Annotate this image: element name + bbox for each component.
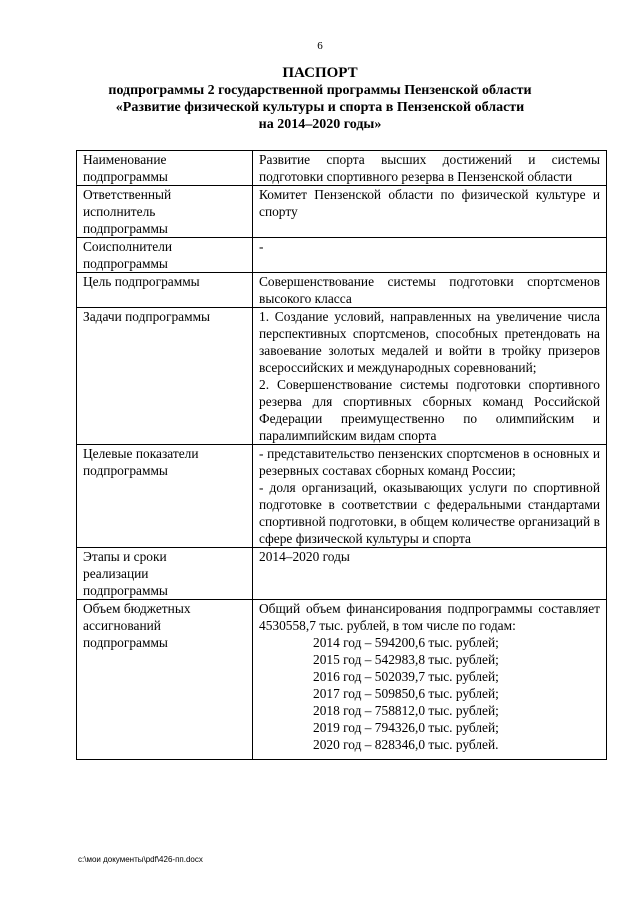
row-value-paragraph: Развитие спорта высших достижений и системы подготовки спортивного резерва в Пензенской области — [259, 152, 600, 184]
budget-label-cell — [77, 600, 253, 760]
row-label-line: Этапы и сроки — [83, 549, 167, 564]
row-label-line: Соисполнители — [83, 239, 173, 254]
passport-table — [76, 150, 607, 760]
budget-value-cell — [253, 600, 607, 760]
row-label-cell — [77, 308, 253, 445]
budget-year-line: 2014 год – 594200,6 тыс. рублей; — [313, 635, 499, 650]
row-label-line: Наименование — [83, 152, 167, 167]
row-value-paragraph: - — [259, 239, 264, 254]
row-label-cell — [77, 548, 253, 600]
row-value-cell — [253, 273, 607, 308]
row-value-cell — [253, 445, 607, 548]
row-label-line: подпрограммы — [83, 463, 168, 478]
row-label-line: подпрограммы — [83, 256, 168, 271]
budget-label-line: ассигнований — [83, 618, 161, 633]
table-row — [77, 445, 607, 548]
row-value-cell — [253, 151, 607, 186]
budget-year-line: 2017 год – 509850,6 тыс. рублей; — [313, 686, 499, 701]
row-label-cell — [77, 273, 253, 308]
document-title — [60, 64, 580, 133]
title-line-2: «Развитие физической культуры и спорта в Пензенской области — [115, 100, 525, 115]
row-label-line: реализации — [83, 566, 149, 581]
row-value-paragraph: 1. Создание условий, направленных на увеличение числа перспективных спортсменов, способных претендовать на завоевание золотых медалей и войти в тройку призеров всероссийских и международных соревнований; — [259, 309, 600, 375]
table-row — [77, 548, 607, 600]
title-line-1: подпрограммы 2 государственной программы Пензенской области — [108, 83, 532, 98]
budget-year-list — [259, 634, 600, 753]
title-main: ПАСПОРТ — [282, 65, 358, 81]
row-label-cell — [77, 445, 253, 548]
row-value-paragraph: Совершенствование системы подготовки спортсменов высокого класса — [259, 274, 600, 306]
table-row — [77, 308, 607, 445]
row-value-cell — [253, 308, 607, 445]
row-label-line: подпрограммы — [83, 221, 168, 236]
budget-intro: Общий объем финансирования подпрограммы составляет 4530558,7 тыс. рублей, в том числе по годам: — [259, 601, 600, 633]
table-row — [77, 151, 607, 186]
footer-file-path: c:\мои документы\pdf\426-пп.docx — [78, 855, 203, 864]
row-value-paragraph: 2014–2020 годы — [259, 549, 350, 564]
table-row — [77, 238, 607, 273]
budget-year-line: 2015 год – 542983,8 тыс. рублей; — [313, 652, 499, 667]
row-value-cell — [253, 548, 607, 600]
row-label-line: исполнитель — [83, 204, 156, 219]
row-label-line: подпрограммы — [83, 169, 168, 184]
row-label-line: подпрограммы — [83, 583, 168, 598]
table-row-budget — [77, 600, 607, 760]
budget-year-line: 2019 год – 794326,0 тыс. рублей; — [313, 720, 499, 735]
page-number: 6 — [317, 40, 323, 52]
row-value-paragraph: 2. Совершенствование системы подготовки спортивного резерва для спортивных сборных команд Российской Федерации преимущественно по олимпийским и паралимпийским видам спорта — [259, 377, 600, 443]
budget-year-line: 2016 год – 502039,7 тыс. рублей; — [313, 669, 499, 684]
row-label-line: Цель подпрограммы — [83, 274, 200, 289]
row-label-cell — [77, 151, 253, 186]
row-label-cell — [77, 238, 253, 273]
row-label-cell — [77, 186, 253, 238]
budget-year-line: 2018 год – 758812,0 тыс. рублей; — [313, 703, 499, 718]
row-label-line: Задачи подпрограммы — [83, 309, 211, 324]
table-row — [77, 273, 607, 308]
budget-label-line: подпрограммы — [83, 635, 168, 650]
row-label-line: Ответственный — [83, 187, 172, 202]
title-line-3: на 2014–2020 годы» — [258, 117, 382, 132]
row-value-cell — [253, 186, 607, 238]
budget-label-line: Объем бюджетных — [83, 601, 191, 616]
table-row — [77, 186, 607, 238]
passport-table-body — [77, 151, 607, 760]
row-label-line: Целевые показатели — [83, 446, 199, 461]
row-value-paragraph: - доля организаций, оказывающих услуги по спортивной подготовке в соответствии с федеральными стандартами спортивной подготовки, в общем количестве организаций в сфере физической культуры и спорта — [259, 480, 600, 546]
row-value-cell — [253, 238, 607, 273]
row-value-paragraph: Комитет Пензенской области по физической культуре и спорту — [259, 187, 600, 219]
row-value-paragraph: - представительство пензенских спортсменов в основных и резервных составах сборных команд России; — [259, 446, 600, 478]
budget-year-line: 2020 год – 828346,0 тыс. рублей. — [313, 737, 499, 752]
